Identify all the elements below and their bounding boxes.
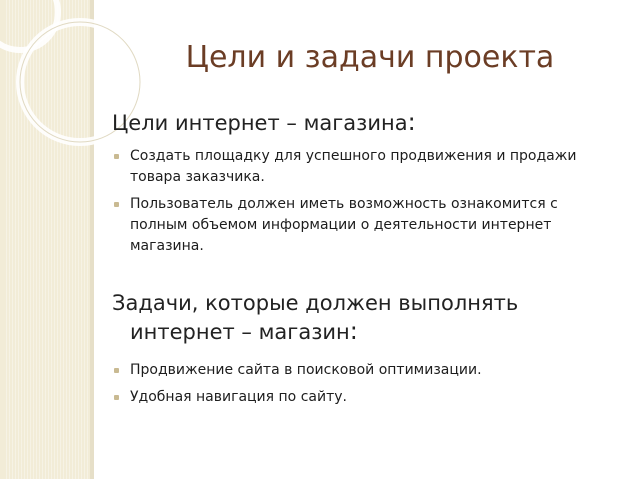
bullet-icon — [114, 395, 119, 400]
list-item-text: Пользователь должен иметь возможность ознакомится с полным объемом информации о деятельности интернет магазина. — [130, 196, 558, 254]
heading-text-line1: Задачи, которые должен выполнять — [112, 291, 519, 315]
bullet-icon — [114, 368, 119, 373]
list-item-text: Создать площадку для успешного продвижения и продажи товара заказчика. — [130, 148, 577, 185]
goals-list — [112, 146, 600, 263]
heading-text-line2: интернет – магазин — [130, 320, 350, 344]
list-item — [112, 360, 600, 381]
list-item-text: Продвижение сайта в поисковой оптимизации. — [130, 362, 482, 378]
list-item-text: Удобная навигация по сайту. — [130, 389, 347, 405]
list-item — [112, 387, 600, 408]
heading-colon: : — [349, 317, 358, 345]
heading-line2-wrap — [112, 317, 612, 346]
section-heading-goals — [112, 108, 416, 137]
heading-text: Цели интернет – магазина — [112, 111, 408, 135]
deco-circle-small — [0, 0, 58, 50]
list-item — [112, 194, 600, 257]
tasks-list — [112, 360, 600, 414]
section-heading-tasks — [112, 289, 612, 346]
heading-colon: : — [407, 108, 416, 136]
bullet-icon — [114, 202, 119, 207]
bullet-icon — [114, 154, 119, 159]
list-item — [112, 146, 600, 188]
page-title: Цели и задачи проекта — [185, 40, 555, 75]
